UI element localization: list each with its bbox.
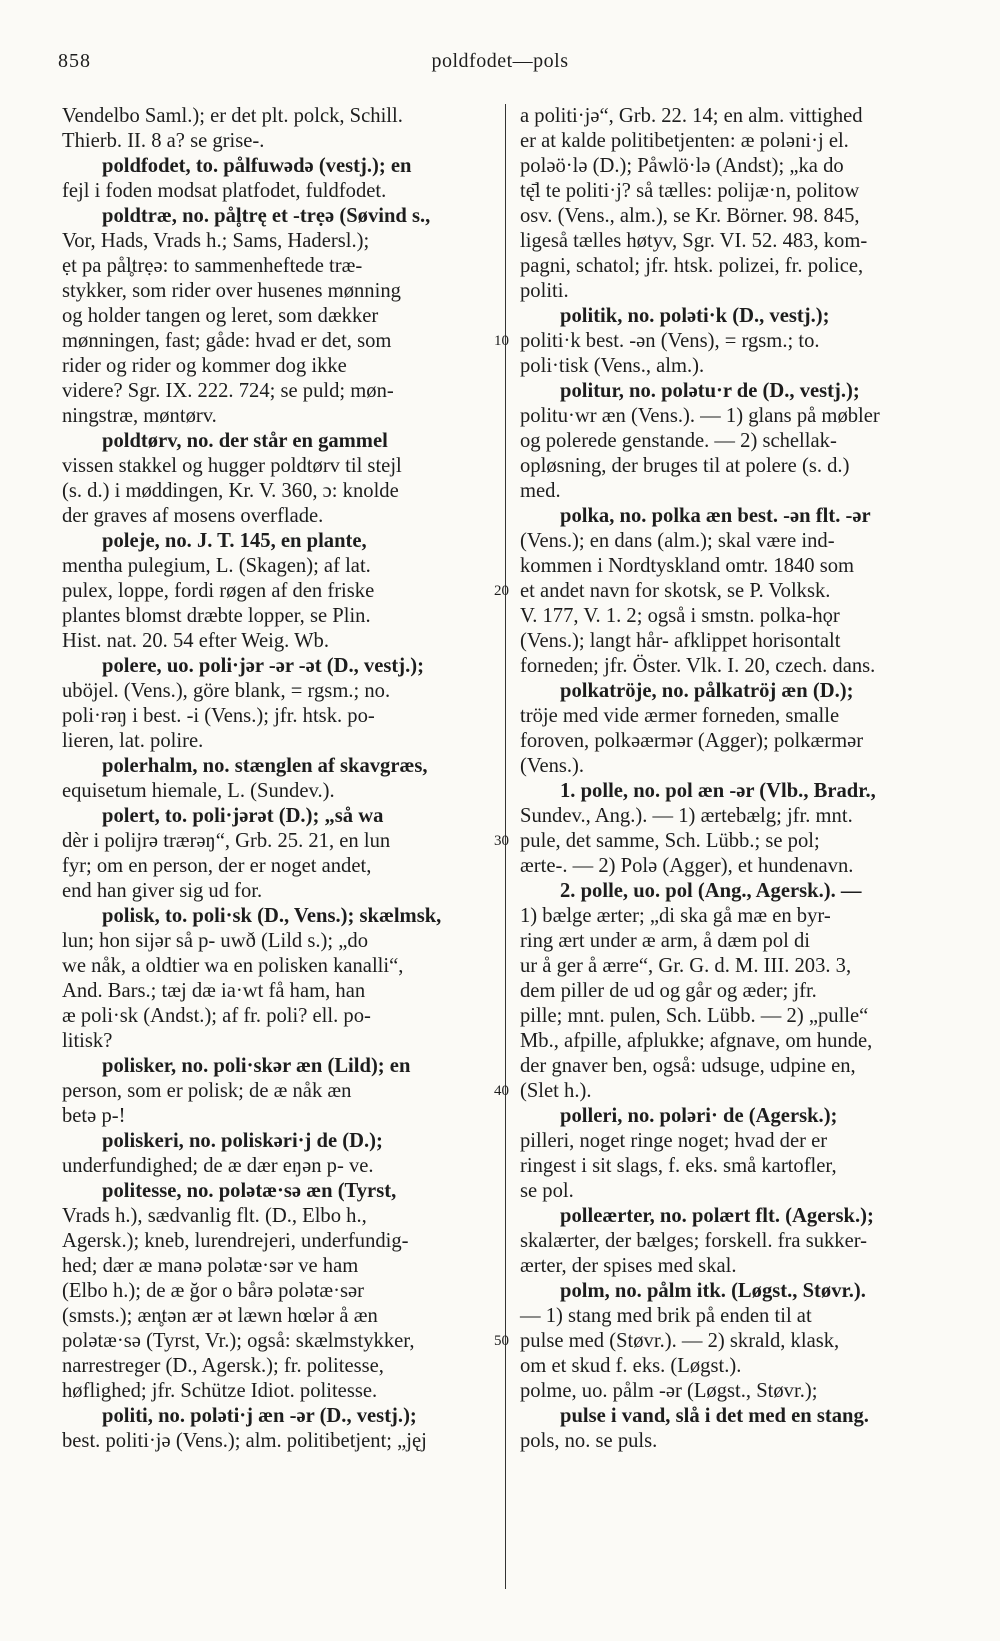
- page-header: [58, 50, 942, 80]
- text-line: er at kalde politibetjenten: æ poləni·j el.: [520, 130, 849, 152]
- text-line: uböjel. (Vens.), göre blank, = rgsm.; no.: [62, 680, 391, 702]
- text-line: pille; mnt. pulen, Sch. Lübb. — 2) „pulle“: [520, 1005, 869, 1027]
- text-line: poləö·lə (D.); Påwlö·lə (Andst); „ka do: [520, 155, 844, 177]
- text-line: med.: [520, 480, 561, 502]
- line-number: 40: [494, 1083, 509, 1099]
- text-line: politi, no. poləti·j æn -ər (D., vestj.);: [102, 1405, 417, 1427]
- text-line: ningstræ, møntørv.: [62, 405, 217, 427]
- text-line: pols, no. se puls.: [520, 1430, 658, 1452]
- text-line: høflighed; jfr. Schütze Idiot. politesse.: [62, 1380, 378, 1402]
- text-line: Vendelbo Saml.); er det plt. polck, Schill.: [62, 105, 403, 127]
- text-line: best. politi·jə (Vens.); alm. politibetjent; „jęj: [62, 1430, 427, 1452]
- text-line: plantes blomst dræbte lopper, se Plin.: [62, 605, 371, 627]
- text-line: dem piller de ud og går og æder; jfr.: [520, 980, 817, 1002]
- text-line: Thierb. II. 8 a? se grise-.: [62, 130, 265, 152]
- text-line: kommen i Nordtyskland omtr. 1840 som: [520, 555, 855, 577]
- text-line: underfundighed; de æ dær eŋən p- ve.: [62, 1155, 374, 1177]
- text-line: poleje, no. J. T. 145, en plante,: [102, 530, 367, 552]
- text-line: pagni, schatol; jfr. htsk. polizei, fr. police,: [520, 255, 864, 277]
- text-line: Hist. nat. 20. 54 efter Weig. Wb.: [62, 630, 329, 652]
- text-line: litisk?: [62, 1030, 113, 1052]
- page-number: 858: [58, 50, 91, 72]
- text-line: ærter, der spises med skal.: [520, 1255, 737, 1277]
- text-line: And. Bars.; tæj dæ ia·wt få ham, han: [62, 980, 366, 1002]
- text-line: dèr i polijrə trærəŋ“, Grb. 25. 21, en lun: [62, 830, 391, 852]
- text-line: politi.: [520, 280, 569, 302]
- text-line: equisetum hiemale, L. (Sundev.).: [62, 780, 335, 802]
- text-line: lieren, lat. polire.: [62, 730, 204, 752]
- text-line: polert, to. poli·jərət (D.); „så wa: [102, 805, 384, 827]
- text-line: polme, uo. pålm -ər (Løgst., Støvr.);: [520, 1380, 818, 1402]
- text-line: ẹt pa pål̥trẹə: to sammenheftede træ-: [62, 255, 363, 277]
- text-line: fyr; om en person, der er noget andet,: [62, 855, 372, 877]
- text-line: poliskeri, no. poliskəri·j de (D.);: [102, 1130, 383, 1152]
- text-line: polkatröje, no. pålkatröj æn (D.);: [560, 680, 854, 702]
- text-line: V. 177, V. 1. 2; også i smstn. polka-hǫr: [520, 605, 840, 627]
- text-line: Vor, Hads, Vrads h.; Sams, Hadersl.);: [62, 230, 370, 252]
- text-line: poldfodet, to. pålfuwədə (vestj.); en: [102, 155, 412, 177]
- text-line: politi·k best. -ən (Vens), = rgsm.; to.: [520, 330, 820, 352]
- text-line: tröje med vide ærmer forneden, smalle: [520, 705, 840, 727]
- text-line: poldtræ, no. pål̥trę et -trẹə (Søvind s.,: [102, 205, 431, 227]
- text-line: pilleri, noget ringe noget; hvad der er: [520, 1130, 828, 1152]
- text-line: pule, det samme, Sch. Lübb.; se pol;: [520, 830, 820, 852]
- text-line: lun; hon sijər så p- uwð (Lild s.); „do: [62, 930, 369, 952]
- text-line: pulse med (Støvr.). — 2) skrald, klask,: [520, 1330, 840, 1352]
- text-line: politu·wr æn (Vens.). — 1) glans på møbler: [520, 405, 880, 427]
- text-line: forneden; jfr. Öster. Vlk. I. 20, czech. dans.: [520, 655, 876, 677]
- text-line: polleærter, no. polært flt. (Agersk.);: [560, 1205, 874, 1227]
- text-line: betə p-!: [62, 1105, 126, 1127]
- text-line: mentha pulegium, L. (Skagen); af lat.: [62, 555, 371, 577]
- text-line: fejl i foden modsat platfodet, fuldfodet.: [62, 180, 387, 202]
- line-number: 30: [494, 833, 509, 849]
- text-line: polere, uo. poli·jər -ər -ət (D., vestj.);: [102, 655, 424, 677]
- text-line: tę̄l te politi·j? så tælles: polijæ·n, politow: [520, 180, 860, 202]
- left-column: [62, 104, 492, 1454]
- text-line: (Vens.); en dans (alm.); skal være ind-: [520, 530, 835, 552]
- text-line: videre? Sgr. IX. 222. 724; se puld; møn-: [62, 380, 394, 402]
- text-line: (Slet h.).: [520, 1080, 592, 1102]
- text-line: æ poli·sk (Andst.); af fr. poli? ell. po-: [62, 1005, 371, 1027]
- text-line: a politi·jə“, Grb. 22. 14; en alm. vittighed: [520, 105, 863, 127]
- text-line: politesse, no. polətæ·sə æn (Tyrst,: [102, 1180, 397, 1202]
- text-line: osv. (Vens., alm.), se Kr. Börner. 98. 845,: [520, 205, 860, 227]
- line-number: 10: [494, 333, 509, 349]
- text-line: politur, no. polətu·r de (D., vestj.);: [560, 380, 860, 402]
- text-line: 1. polle, no. pol æn -ər (Vlb., Bradr.,: [560, 780, 876, 802]
- text-line: (smsts.); æn̥tən ær ət læwn hœlər å æn: [62, 1305, 378, 1327]
- text-line: mønningen, fast; gåde: hvad er det, som: [62, 330, 392, 352]
- text-line: (Vens.); langt hår- afklippet horisontalt: [520, 630, 841, 652]
- text-line: og holder tangen og leret, som dækker: [62, 305, 379, 327]
- text-line: poli·tisk (Vens., alm.).: [520, 355, 705, 377]
- text-line: polisk, to. poli·sk (D., Vens.); skælmsk,: [102, 905, 442, 927]
- text-line: ringest i sit slags, f. eks. små kartofler,: [520, 1155, 837, 1177]
- text-line: stykker, som rider over husenes mønning: [62, 280, 401, 302]
- text-line: — 1) stang med brik på enden til at: [520, 1305, 812, 1327]
- text-line: polisker, no. poli·skər æn (Lild); en: [102, 1055, 411, 1077]
- text-line: ligeså tælles høtyv, Sgr. VI. 52. 483, kom-: [520, 230, 868, 252]
- line-number: 20: [494, 583, 509, 599]
- text-line: foroven, polkəærmər (Agger); polkærmər: [520, 730, 864, 752]
- text-line: Agersk.); kneb, lurendrejeri, underfundig-: [62, 1230, 409, 1252]
- text-line: (s. d.) i møddingen, Kr. V. 360, ɔ: knolde: [62, 480, 399, 502]
- text-line: (Elbo h.); de æ ğor o bårə polətæ·sər: [62, 1280, 364, 1302]
- text-line: et andet navn for skotsk, se P. Volksk.: [520, 580, 831, 602]
- text-line: polka, no. polka æn best. -ən flt. -ər: [560, 505, 871, 527]
- text-line: poli·rəŋ i best. -i (Vens.); jfr. htsk. po-: [62, 705, 375, 727]
- text-line: pulex, loppe, fordi røgen af den friske: [62, 580, 375, 602]
- text-line: end han giver sig ud for.: [62, 880, 263, 902]
- text-line: ring ært under æ arm, å dæm pol di: [520, 930, 810, 952]
- text-line: 2. polle, uo. pol (Ang., Agersk.). —: [560, 880, 862, 902]
- text-line: we nåk, a oldtier wa en polisken kanalli“,: [62, 955, 404, 977]
- text-line: person, som er polisk; de æ nåk æn: [62, 1080, 352, 1102]
- text-line: og polerede genstande. — 2) schellak-: [520, 430, 837, 452]
- text-line: om et skud f. eks. (Løgst.).: [520, 1355, 742, 1377]
- text-line: ærte-. — 2) Polə (Agger), et hundenavn.: [520, 855, 854, 877]
- text-line: politik, no. poləti·k (D., vestj.);: [560, 305, 830, 327]
- text-line: polm, no. pålm itk. (Løgst., Støvr.).: [560, 1280, 866, 1302]
- text-line: (Vens.).: [520, 755, 585, 777]
- text-line: polerhalm, no. stænglen af skavgræs,: [102, 755, 428, 777]
- text-line: skalærter, der bælges; forskell. fra sukker-: [520, 1230, 868, 1252]
- text-line: Sundev., Ang.). — 1) ærtebælg; jfr. mnt.: [520, 805, 853, 827]
- text-line: poldtørv, no. der står en gammel: [102, 430, 388, 452]
- text-line: vissen stakkel og hugger poldtørv til stejl: [62, 455, 402, 477]
- text-line: polətæ·sə (Tyrst, Vr.); også: skælmstykker,: [62, 1330, 415, 1352]
- text-line: narrestreger (D., Agersk.); fr. politesse,: [62, 1355, 384, 1377]
- text-line: Vrads h.), sædvanlig flt. (D., Elbo h.,: [62, 1205, 367, 1227]
- text-line: 1) bælge ærter; „di ska gå mæ en byr-: [520, 905, 831, 927]
- text-line: Mb., afpille, afplukke; afgnave, om hunde,: [520, 1030, 873, 1052]
- text-line: pulse i vand, slå i det med en stang.: [560, 1405, 869, 1427]
- text-line: der graves af mosens overflade.: [62, 505, 324, 527]
- text-line: ur å ger å ærre“, Gr. G. d. M. III. 203. 3,: [520, 955, 852, 977]
- right-column: [520, 104, 960, 1454]
- text-line: hed; dær æ manə polətæ·sər ve ham: [62, 1255, 359, 1277]
- text-line: der gnaver ben, også: udsuge, udpine en,: [520, 1055, 856, 1077]
- text-line: se pol.: [520, 1180, 574, 1202]
- text-line: polleri, no. poləri· de (Agersk.);: [560, 1105, 838, 1127]
- text-line: rider og rider og kommer dog ikke: [62, 355, 347, 377]
- text-line: opløsning, der bruges til at polere (s. d.): [520, 455, 850, 477]
- line-number: 50: [494, 1333, 509, 1349]
- running-head: poldfodet—pols: [431, 50, 569, 72]
